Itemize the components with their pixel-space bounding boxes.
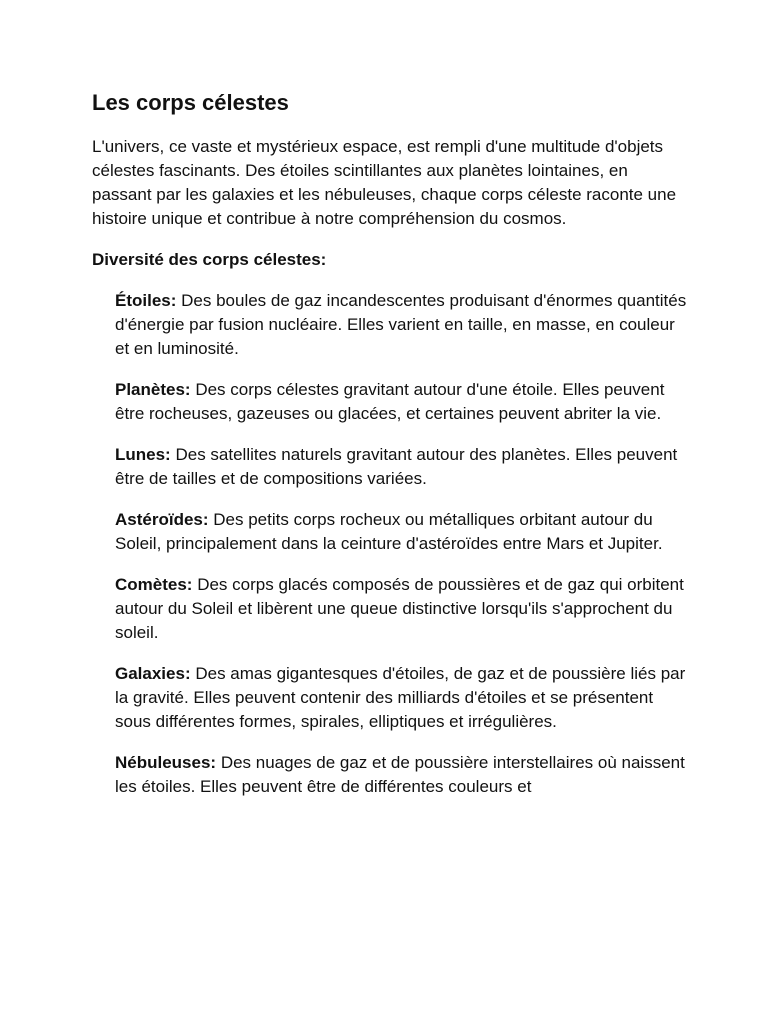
item-term: Comètes: — [115, 575, 193, 594]
celestial-bodies-list — [92, 289, 692, 799]
item-term: Galaxies: — [115, 664, 191, 683]
list-item-lunes — [115, 443, 692, 491]
list-item-planetes — [115, 378, 692, 426]
item-description: Des satellites naturels gravitant autour des planètes. Elles peuvent être de tailles et de compositions variées. — [115, 445, 678, 488]
item-term: Lunes: — [115, 445, 171, 464]
list-item-etoiles — [115, 289, 692, 361]
item-term: Astéroïdes: — [115, 510, 209, 529]
list-item-cometes — [115, 573, 692, 645]
item-description: Des corps glacés composés de poussières et de gaz qui orbitent autour du Soleil et libèrent une queue distinctive lorsqu'ils s'approchent du soleil. — [115, 575, 684, 642]
section-heading: Diversité des corps célestes: — [92, 250, 327, 269]
page-title: Les corps célestes — [92, 90, 289, 115]
list-item-nebuleuses — [115, 751, 692, 799]
item-description: Des nuages de gaz et de poussière interstellaires où naissent les étoiles. Elles peuvent être de différentes couleurs et — [115, 753, 685, 796]
item-description: Des corps célestes gravitant autour d'une étoile. Elles peuvent être rocheuses, gazeuses ou glacées, et certaines peuvent abriter la vie. — [115, 380, 665, 423]
list-item-galaxies — [115, 662, 692, 734]
item-description: Des boules de gaz incandescentes produisant d'énormes quantités d'énergie par fusion nucléaire. Elles varient en taille, en masse, en couleur et en luminosité. — [115, 291, 687, 358]
item-term: Nébuleuses: — [115, 753, 217, 772]
list-item-asteroides — [115, 508, 692, 556]
item-description: Des petits corps rocheux ou métalliques orbitant autour du Soleil, principalement dans la ceinture d'astéroïdes entre Mars et Jupiter. — [115, 510, 663, 553]
item-description: Des amas gigantesques d'étoiles, de gaz et de poussière liés par la gravité. Elles peuvent contenir des milliards d'étoiles et se présentent sous différentes formes, spirales, elliptiques et irrégulières. — [115, 664, 686, 731]
document-page — [92, 88, 692, 816]
item-term: Étoiles: — [115, 291, 177, 310]
intro-paragraph: L'univers, ce vaste et mystérieux espace, est rempli d'une multitude d'objets célestes fascinants. Des étoiles scintillantes aux planètes lointaines, en passant par les galaxies et les nébuleuses, chaque corps céleste raconte une histoire unique et contribue à notre compréhension du cosmos. — [92, 137, 677, 228]
item-term: Planètes: — [115, 380, 191, 399]
